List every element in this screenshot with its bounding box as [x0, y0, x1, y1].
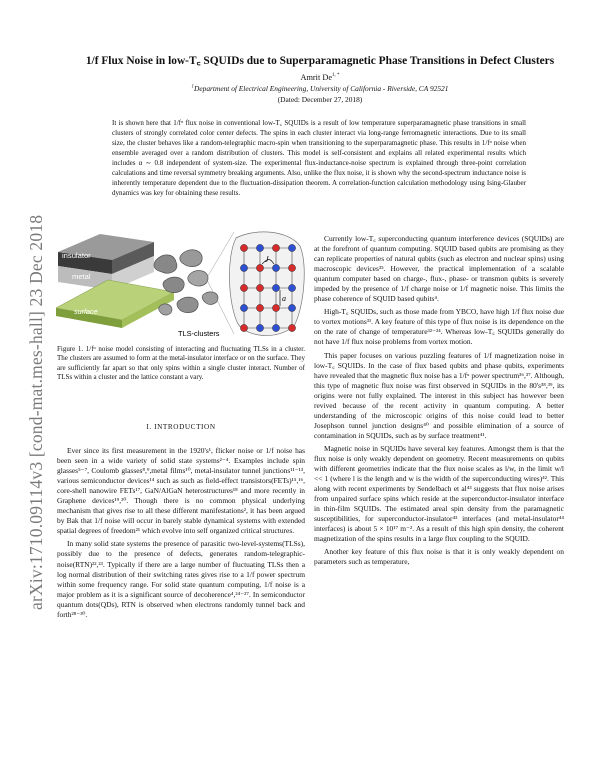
- paragraph: Ever since its first measurement in the 1920's¹, flicker noise or 1/f noise has been seen in a wide variety of solid state systems²⁻⁴. Examples include spin glasses⁵⁻⁷, Coulomb glasses⁸,⁹,metal films¹⁰, metal-insulator tunnel junctions¹¹⁻¹³, various semiconductor devices¹⁴ such as such as field-effect transistors(FETs)¹⁵,¹⁶, core-shell nanowire FETs¹⁷, GaN/AlGaN heterostructures¹⁸ and more recently in Graphene devices¹⁹,²⁰. Though there is no common physical underlying mechanism that gives rise to all these different manifestations², it has been argued by Bak that 1/f noise will occur in barely stable dynamical systems with extended spatial degrees of freedom²¹ which evolve into self organized critical structures.: [57, 446, 305, 536]
- label-metal: metal: [72, 272, 91, 281]
- figure-caption: Figure 1. 1/fᵅ noise model consisting of interacting and fluctuating TLSs in a cluster. The clusters are assumed to form at the metal-insulator interface or on the surface. They are sufficiently far apart so that only spins within a single cluster interact. Number of TLSs within a cluster and the lattice constant a vary.: [57, 345, 305, 382]
- author-name: Amrit De: [300, 73, 333, 82]
- abstract: It is shown here that 1/fᵅ flux noise in conventional low-T꜀ SQUIDs is a result of low temperature superparamagnetic phase transitions in small clusters of strongly correlated color center defects. The spins in each cluster interact via long-range ferromagnetic interactions. Due to its small size, the cluster behaves like a random-telegraphic macro-spin when transitioning to the superparamagnetic phase. This results in 1/fᵅ noise when ensemble averaged over a random distribution of clusters. This model is self-consistent and explains all related experimental results which includes α ∼ 0.8 independent of system-size. The experimental flux-inductance-noise spectrum is explained through three-point correlation calculations and time reversal symmetry breaking arguments. Also, unlike the flux noise, it is shown why the second-spectrum inductance noise is inherently temperature dependent due to the fluctuation-dissipation theorem. A correlation-function calculation methodology using Ising-Glauber dynamics was key for obtaining these results.: [112, 119, 526, 197]
- affiliation: [60, 84, 580, 93]
- paragraph: This paper focuses on various puzzling features of 1/f magnetization noise in low-T꜀ SQUIDs. In the case of flux based qubits and phase qubits, experiments have revealed that the magnetic flux noise has a 1/fᵅ power spectrum³⁶,³⁷. Although, this type of magnetic flux noise was first observed in SQUIDs in the 80's³⁸,³⁹, its origins were not fully explained. The interest in this subject has however been revived because of the recent activity in quantum computing. A better understanding of the microscopic origins of this noise could lead to better Josephson tunnel junction designs⁴⁰ and possible elimination of a source of contamination in SQUIDs, such as by surface treatment⁴¹.: [314, 350, 564, 440]
- author-line: [60, 73, 580, 82]
- label-tls-clusters: TLS-clusters: [178, 329, 220, 338]
- label-coupling-J: J: [265, 255, 269, 264]
- label-surface: surface: [74, 307, 98, 316]
- dated-line: (Dated: December 27, 2018): [277, 95, 363, 104]
- right-column: [314, 234, 564, 571]
- paragraph: Another key feature of this flux noise is that it is only weakly dependent on parameters such as temperature,: [314, 547, 564, 567]
- paper-title: 1/f Flux Noise in low-T꜀ SQUIDs due to Superparamagnetic Phase Transitions in Defect Clusters: [85, 55, 555, 67]
- paragraph: In many solid state systems the presence of parasitic two-level-systems(TLSs), possibly due to the presence of defects, generates random-telegraphic-noise(RTN)²²,²³. Typically if there are a large number of fluctuating TLSs then a log normal distribution of their switching rates gives rise to a 1/f power spectrum within some frequency range. For solid state quantum computing, 1/f noise is a major problem as it is a significant source of decoherence⁴,²⁴⁻²⁷. In semiconductor quantum dots(QDs), RTN is observed when electrons randomly tunnel back and forth²⁸⁻³⁰.: [57, 539, 305, 619]
- left-column: [57, 446, 305, 623]
- arxiv-sidebar: [14, 150, 46, 610]
- spin-lattice-inset: [229, 232, 304, 336]
- affiliation-text: Department of Electrical Engineering, University of California - Riverside, CA 92521: [194, 84, 449, 93]
- figure-1: [56, 224, 306, 344]
- arxiv-identifier: arXiv:1710.09114v3 [cond-mat.mes-hall] 23 Dec 2018: [26, 214, 46, 610]
- paragraph: Currently low-T꜀ superconducting quantum interference devices (SQUIDs) are at the forefront of quantum computing. SQUID based qubits are promising as they can replicate properties of natural qubits (such as electron and nuclear spins) using macroscopic devices³⁵. However, the practical implementation of a scalable quantum computer based on charge-, flux-, phase- or transmon qubits is severely impeded by the presence of 1/f charge noise or 1/f magnetic noise. This limits the phase coherence of SQUID based qubits⁴.: [314, 234, 564, 304]
- label-lattice-a: a: [282, 294, 286, 303]
- paragraph: Magnetic noise in SQUIDs have several key features. Amongst them is that the flux noise is only weakly dependent on geometry. Recent measurements on qubits with different geometries indicate that the flux noise scales as l/w, in the limit w/l << 1 (where l is the length and w is the width of the superconducting wires)⁴². This along with recent experiments by Sendelbach et al⁴³ suggests that flux noise arises from unpaired surface spins which reside at the superconductor-insulator interface in thin-film SQUIDs. The estimated areal spin density from the paramagnetic susceptibilities, for superconductor-insulator⁴³ interfaces (and metal-insulator⁴⁴ interfaces) is about 5 × 10¹⁷ m⁻². As a result of this high spin density, the coherent magnetization of the spins results in a large flux coupling to the SQUID.: [314, 443, 564, 544]
- author-sup: 1, *: [332, 73, 340, 79]
- label-insulator: insulator: [62, 251, 91, 260]
- affiliation-sup: 1: [191, 84, 195, 90]
- paragraph: High-T꜀ SQUIDs, such as those made from YBCO, have high 1/f flux noise due to vortex motions³¹. A key feature of this type of flux noise is its dependence on the on the rate of change of temperature³²⁻³⁴. Whereas low-T꜀ SQUIDs generally do not have 1/f flux noise problems from vortex motion.: [314, 307, 564, 347]
- section-heading: I. INTRODUCTION: [146, 423, 216, 431]
